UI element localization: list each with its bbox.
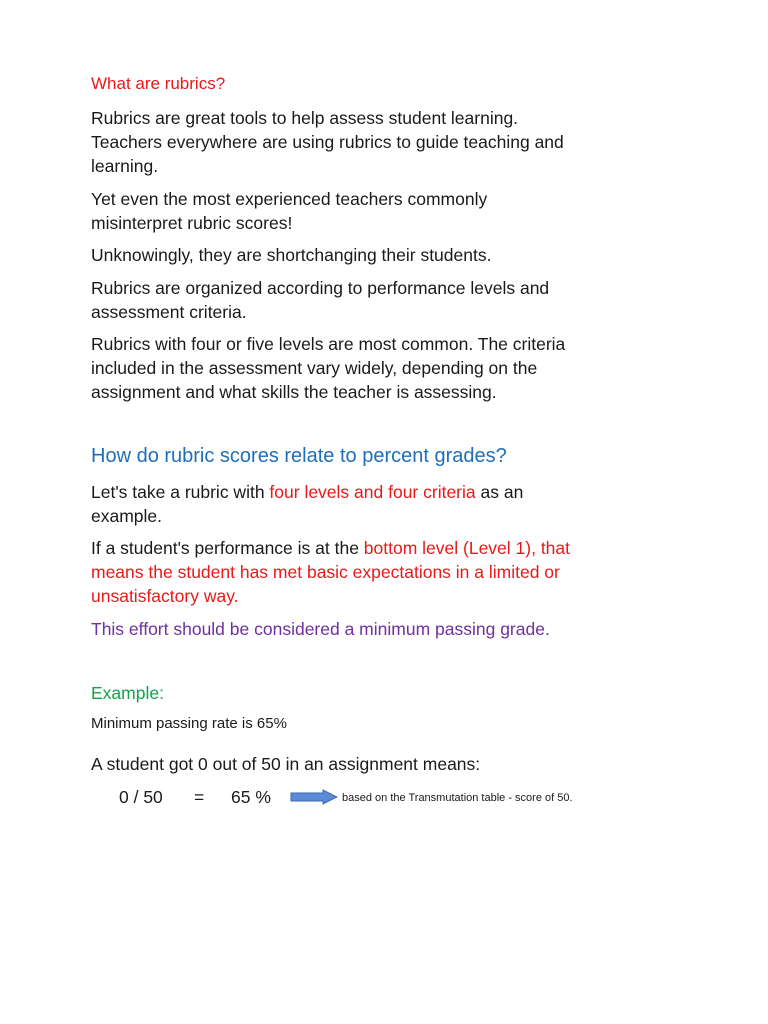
para7-pre: If a student's performance is at the: [91, 538, 364, 558]
para1-line1: Rubrics are great tools to help assess student learning.: [91, 108, 519, 128]
para7-line1: [91, 536, 570, 560]
para5-line1: Rubrics with four or five levels are most common. The criteria: [91, 334, 566, 354]
student-score-line: A student got 0 out of 50 in an assignment means:: [91, 754, 481, 774]
calc-percent: 65 %: [231, 787, 271, 807]
para7-line2: means the student has met basic expectations in a limited or: [91, 562, 560, 582]
example-label: Example:: [91, 683, 164, 703]
para2-line2: misinterpret rubric scores!: [91, 213, 293, 233]
para6-line2: example.: [91, 506, 163, 526]
para1-line3: learning.: [91, 156, 159, 176]
calc-equals: =: [194, 787, 205, 807]
calc-fraction: 0 / 50: [119, 787, 163, 807]
min-passing-rate: Minimum passing rate is 65%: [91, 715, 287, 732]
heading-what-are-rubrics: What are rubrics?: [91, 74, 226, 93]
right-arrow-icon: [290, 789, 338, 805]
heading-percent-grades: How do rubric scores relate to percent grades?: [91, 445, 507, 467]
para6-highlight: four levels and four criteria: [269, 482, 476, 502]
para6-post: as an: [475, 482, 524, 502]
para7-highlight: bottom level (Level 1), that: [363, 538, 571, 558]
para2-line1: Yet even the most experienced teachers commonly: [91, 189, 488, 209]
para6-pre: Let's take a rubric with: [91, 482, 270, 502]
para3: Unknowingly, they are shortchanging their students.: [91, 245, 492, 265]
para4-line2: assessment criteria.: [91, 302, 247, 322]
transmutation-note: based on the Transmutation table - score of 50.: [342, 792, 573, 804]
para1-line2: Teachers everywhere are using rubrics to guide teaching and: [91, 132, 564, 152]
para7-line3: unsatisfactory way.: [91, 586, 239, 606]
para4-line1: Rubrics are organized according to performance levels and: [91, 278, 550, 298]
para5-line3: assignment and what skills the teacher is assessing.: [91, 382, 497, 402]
para6-line1: [91, 480, 523, 504]
para8: This effort should be considered a minimum passing grade.: [91, 619, 550, 639]
para5-line2: included in the assessment vary widely, depending on the: [91, 358, 538, 378]
